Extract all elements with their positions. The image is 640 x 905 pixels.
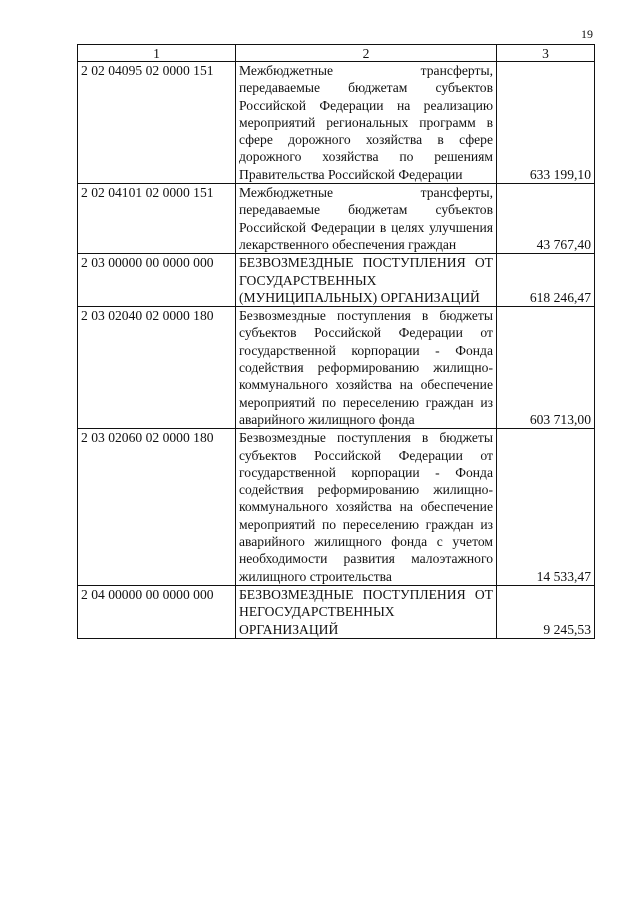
table-header-row	[78, 45, 595, 62]
row-amount: 14 533,47	[497, 429, 595, 586]
column-header-code: 1	[78, 45, 236, 62]
column-header-description: 2	[236, 45, 497, 62]
row-code: 2 04 00000 00 0000 000	[78, 585, 236, 638]
row-description: БЕЗВОЗМЕЗДНЫЕ ПОСТУПЛЕНИЯ ОТ ГОСУДАРСТВЕННЫХ (МУНИЦИПАЛЬНЫХ) ОРГАНИЗАЦИЙ	[236, 254, 497, 307]
row-amount: 618 246,47	[497, 254, 595, 307]
row-amount: 633 199,10	[497, 62, 595, 184]
row-description: Межбюджетные трансферты, передаваемые бюджетам субъектов Российской Федерации в целях улучшения лекарственного обеспечения граждан	[236, 184, 497, 254]
table-row	[78, 184, 595, 254]
table-row	[78, 429, 595, 586]
page-number: 19	[581, 27, 593, 41]
revenue-table	[77, 44, 595, 639]
table-row	[78, 307, 595, 429]
row-description: Межбюджетные трансферты, передаваемые бюджетам субъектов Российской Федерации на реализацию мероприятий региональных программ в сфере дорожного хозяйства в сфере дорожного хозяйства по решениям Правительства Российской Федерации	[236, 62, 497, 184]
column-header-amount: 3	[497, 45, 595, 62]
row-code: 2 02 04095 02 0000 151	[78, 62, 236, 184]
row-code: 2 03 02040 02 0000 180	[78, 307, 236, 429]
row-amount: 9 245,53	[497, 585, 595, 638]
row-code: 2 03 02060 02 0000 180	[78, 429, 236, 586]
row-description: Безвозмездные поступления в бюджеты субъектов Российской Федерации от государственной корпорации - Фонда содействия реформированию жилищно-коммунального хозяйства на обеспечение мероприятий по переселению граждан из аварийного жилищного фонда с учетом необходимости развития малоэтажного жилищного строительства	[236, 429, 497, 586]
table-row	[78, 62, 595, 184]
row-code: 2 02 04101 02 0000 151	[78, 184, 236, 254]
row-description: БЕЗВОЗМЕЗДНЫЕ ПОСТУПЛЕНИЯ ОТ НЕГОСУДАРСТВЕННЫХ ОРГАНИЗАЦИЙ	[236, 585, 497, 638]
row-amount: 43 767,40	[497, 184, 595, 254]
row-description: Безвозмездные поступления в бюджеты субъектов Российской Федерации от государственной корпорации - Фонда содействия реформированию жилищно-коммунального хозяйства на обеспечение мероприятий по переселению граждан из аварийного жилищного фонда	[236, 307, 497, 429]
row-amount: 603 713,00	[497, 307, 595, 429]
table-row	[78, 585, 595, 638]
table-row	[78, 254, 595, 307]
row-code: 2 03 00000 00 0000 000	[78, 254, 236, 307]
